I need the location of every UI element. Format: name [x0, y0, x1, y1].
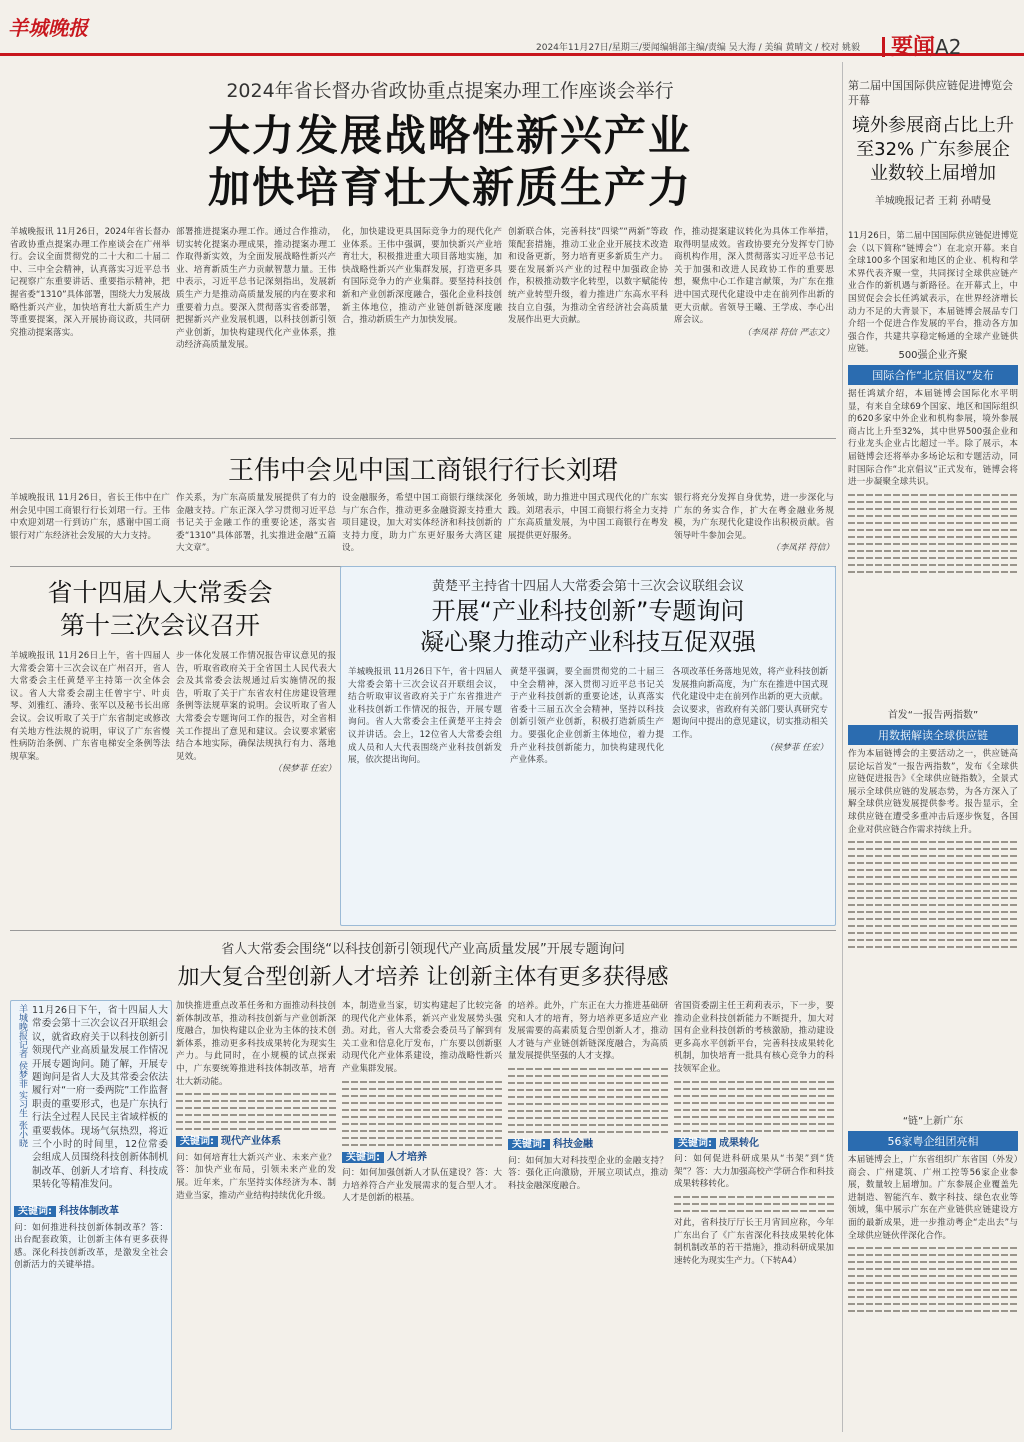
- story5-col-3: [342, 1000, 502, 1430]
- text-line: [342, 1130, 502, 1132]
- dateline: 2024年11月27日/星期三/要闻编辑部主编/责编 吴大海 / 美编 黄晴文 / 校对 姚毅: [536, 43, 860, 53]
- text-line: [674, 1116, 834, 1118]
- text-line: [342, 1081, 502, 1083]
- keyword-tag: 关键词:: [342, 1152, 384, 1163]
- sidebar-body-4-text: 本届链博会上，广东省组织广东省国（外发）商会、广州建筑、广州工控等56家企业参展，数量较上届增加。广东参展企业覆盖先进制造、智能汽车、数字科技、绿色农业等领域，集中展示广东在产业链供应链建设方面的最新成果，进一步推动粤企“走出去”与全球供应链伙伴深化合作。: [848, 1155, 1018, 1241]
- main-body-4: 创新联合体，完善科技“四梁”“两新”等政策配套措施，推动工业企业开展技术改造和设备更新，努力培育更多新质生产力。要在发展新兴产业的过程中加强政企协作，积极推动数字化转型，以数字赋能传统产业转型升级，着力推进广东高水平科技自立自强，为推动全省经济社会高质量发展作出更大贡献。: [508, 227, 668, 326]
- story3-headline-line2: 第十三次会议召开: [59, 611, 260, 640]
- text-line: [508, 1131, 668, 1133]
- text-line: [848, 932, 1018, 934]
- keyword-label: 科技体制改革: [59, 1206, 119, 1217]
- text-line: [848, 862, 1018, 864]
- text-line: [848, 925, 1018, 927]
- text-line: [342, 1116, 502, 1118]
- story4-sign: （侯梦菲 任宏）: [765, 742, 828, 753]
- story4-body-3: 各项改革任务落地见效，将产业科技创新发展推向新高度，为广东在推进中国式现代化建设中走在前列作出新的更大贡献。会议要求，省政府有关部门要认真研究专题询问中提出的意见建议，切实推动相关工作。: [672, 667, 828, 740]
- text-line: [848, 918, 1018, 920]
- story2-col-4: [508, 492, 668, 558]
- text-line: [508, 1082, 668, 1084]
- sidebar-top: [848, 78, 1018, 207]
- keyword-tag: 关键词:: [674, 1138, 716, 1149]
- story5-lead-text: 11月26日下午，省十四届人大常委会第十三次会议召开联组会议，就省政府关于以科技创新引领现代产业高质量发展工作情况开展专题询问。随了解，开展专题询问是省人大及其常委会依法履行对“一府一委两院”工作监督职责的重要形式，也是广东执行行法全过程人民民主省域样板的重要载体。现场气氛热烈，将近三个小时的时间里，12位常委会组成人员围绕科技创新体制机制改革、创新人才培育、科技成果转化等精准发问。: [32, 1005, 168, 1191]
- sidebar-body-4: [848, 1154, 1018, 1434]
- story5-headline: 加大复合型创新人才培养 让创新主体有更多获得感: [177, 965, 669, 990]
- text-line: [674, 1203, 834, 1205]
- text-line: [848, 1254, 1018, 1256]
- story3-headline: [10, 576, 310, 642]
- text-line: [674, 1210, 834, 1212]
- story3-headline-line1: 省十四届人大常委会: [47, 578, 273, 607]
- story5-body-5: 省国资委副主任王莉莉表示，下一步，要推动企业科技创新能力不断提升，加大对国有企业科技创新的考核激励，推动建设更多高水平创新平台，完善科技成果转化机制，加快培育一批具有核心竞争力的科技领军企业。: [674, 1001, 834, 1074]
- main-col-5: [674, 226, 834, 426]
- keyword-heading: [342, 1152, 502, 1165]
- section-name: 要闻: [891, 35, 936, 60]
- story2-body-1: 羊城晚报讯 11月26日，省长王伟中在广州会见中国工商银行行长刘珺一行。王伟中欢迎刘珺一行到访广东，感谢中国工商银行对广东经济社会发展的大力支持。: [10, 493, 170, 541]
- story3-col-2: [176, 650, 336, 920]
- text-line: [848, 1261, 1018, 1263]
- text-line: [342, 1102, 502, 1104]
- text-line: [848, 876, 1018, 878]
- story3-body-1: 羊城晚报讯 11月26日上午，省十四届人大常委会第十三次会议在广州召开，省人大常委会主任黄楚平主持第一次全体会议。省人大常委会副主任曾宇宁、叶贞琴、刘雅红、潘玲、张军以及秘书长出席会议。会议听取了关于广东省制定或修改有关地方性法规的说明，审议了广东省慢性病防治条例、广东省电梯安全条例等法规草案。: [10, 651, 170, 762]
- sidebar-body-3: [848, 748, 1018, 1108]
- keyword-label: 成果转化: [719, 1137, 759, 1149]
- main-col-1: [10, 226, 170, 426]
- text-line: [508, 1075, 668, 1077]
- sidebar-sub-2-title: 首发“一报告两指数”: [887, 710, 979, 721]
- text-line: [848, 536, 1018, 538]
- sidebar-divider: [842, 62, 843, 1432]
- main-col-4: [508, 226, 668, 426]
- text-line: [848, 550, 1018, 552]
- story2-col-1: [10, 492, 170, 558]
- keyword-heading: [508, 1139, 668, 1152]
- sidebar-body-1: [848, 230, 1018, 355]
- sidebar-byline: 羊城晚报记者 王莉 孙晴曼: [874, 196, 992, 207]
- section-label: [882, 30, 961, 61]
- story4-headline-line1: 开展“产业科技创新”专题询问: [431, 597, 745, 625]
- text-line: [508, 1096, 668, 1098]
- text-line: [848, 848, 1018, 850]
- keyword-heading: [176, 1136, 336, 1149]
- text-line: [848, 1268, 1018, 1270]
- story4-col-1: [348, 666, 502, 916]
- sidebar-band-2: 用数据解读全球供应链: [848, 725, 1018, 745]
- story5-kw5-body: 问：如何促进科研成果从“书架”到“货架”？答：大力加强高校产学研合作和科技成果转移转化。: [674, 1154, 834, 1190]
- sidebar-band-1: 国际合作“北京倡议”发布: [848, 365, 1018, 385]
- text-line: [848, 494, 1018, 496]
- story5-col-5: [674, 1000, 834, 1430]
- main-body-5: 作，推动提案建议转化为具体工作举措，取得明显成效。省政协要充分发挥专门协商机构作用，深入贯彻落实习近平总书记关于加强和改进人民政协工作的重要思想，聚焦中心工作建言献策，为广东在推进中国式现代化建设中走在前列作出新的更大贡献。省领导王曦、王学成、李心出席会议。: [674, 227, 834, 326]
- story5-kw2-body: 问：如何培育壮大新兴产业、未来产业？答：加快产业布局，引领未来产业的发展。近年来，广东坚持实体经济为本、制造业当家，推动产业结构持续优化升级。: [176, 1152, 336, 1201]
- text-line: [508, 1110, 668, 1112]
- text-line: [848, 522, 1018, 524]
- keyword-label: 科技金融: [553, 1138, 593, 1150]
- text-line: [342, 1095, 502, 1097]
- story5-lead: [32, 1004, 168, 1190]
- text-line: [848, 869, 1018, 871]
- text-line: [342, 1109, 502, 1111]
- text-line: [848, 1296, 1018, 1298]
- text-line: [848, 1289, 1018, 1291]
- story4-col-2: [510, 666, 664, 916]
- text-line: [848, 529, 1018, 531]
- story4-body-2: 黄楚平强调，要全面贯彻党的二十届三中全会精神，深入贯彻习近平总书记关于产业科技创新的重要论述，认真落实省委十三届五次全会精神，坚持以科技创新引领产业创新，积极打造新质生产力。要强化企业创新主体地位，着力提升产业科技创新能力，加快构建现代化产业体系。: [510, 667, 664, 766]
- keyword-heading: [14, 1206, 168, 1219]
- story5-body-2: 加快推进重点改革任务和方面推动科技创新体制改革，推动科技创新与产业创新深度融合，加快构建以企业为主体的技术创新体系，推动更多科技成果转化为现实生产力。与此同时，在小规模的试点探索中，广东要统筹推进科技体制改革，培育壮大新动能。: [176, 1001, 336, 1087]
- main-headline-line1: 大力发展战略性新兴产业: [207, 111, 692, 160]
- masthead: [0, 0, 1024, 60]
- sidebar-sub-3-title: “链”上新广东: [902, 1116, 964, 1127]
- story2-col-5: [674, 492, 834, 558]
- text-line: [848, 571, 1018, 573]
- main-kicker: 2024年省长督办省政协重点提案办理工作座谈会举行: [226, 80, 674, 102]
- story5-col-2: [176, 1000, 336, 1430]
- text-line: [848, 1247, 1018, 1249]
- text-line: [176, 1107, 336, 1109]
- main-col-2: [176, 226, 336, 426]
- text-line: [176, 1128, 336, 1130]
- text-line: [674, 1081, 834, 1083]
- text-line: [848, 557, 1018, 559]
- text-line: [674, 1102, 834, 1104]
- story5-col-1: [14, 1200, 168, 1426]
- text-line: [674, 1130, 834, 1132]
- text-line: [342, 1088, 502, 1090]
- text-line: [342, 1144, 502, 1146]
- text-line: [848, 946, 1018, 948]
- text-line: [848, 883, 1018, 885]
- main-col-3: [342, 226, 502, 426]
- story5-col-4: [508, 1000, 668, 1430]
- story5-body-5-tail: 对此，省科技厅厅长王月宵回应称，今年广东出台了《广东省深化科技成果转化体制机制改革的若干措施》，推动科研成果加速转化为现实生产力。（下转A4）: [674, 1217, 834, 1266]
- main-lead: 羊城晚报讯 11月26日，2024年省长督办省政协重点提案办理工作座谈会在广州举行。会议全面贯彻党的二十大和二十届二中、三中全会精神，认真落实习近平总书记视察广东重要讲话、重要指示精神，把握省委“1310”具体部署，围绕大力发展战略性新兴产业，加快培育壮大新质生产力等重要提案，深入开展协商议政，共同研究推动提案落实。: [10, 227, 170, 338]
- sidebar-sub-2: [848, 706, 1018, 749]
- story3-sign: （侯梦菲 任宏）: [273, 764, 336, 775]
- main-body-2: 部署推进提案办理工作。通过合作推动，切实转化提案办理成果，推动提案办理工作取得新实效，为全面发展战略性新兴产业、培育新质生产力贡献智慧力量。王伟中表示，习近平总书记深刻指出，发展新质生产力是推动高质量发展的内在要求和重要着力点。要深入贯彻落实省委部署，把握新兴产业发展机遇，以科技创新引领产业创新，加快构建现代化产业体系，推动经济高质量发展。: [176, 227, 336, 351]
- section-divider: [882, 37, 885, 57]
- text-line: [508, 1124, 668, 1126]
- story5-body-3: 本，制造业当家，切实构建起了比较完备的现代化产业体系，新兴产业发展势头强劲。对此，省人大常委会委员马了解到有关工业和信息化厅发布，广东要以创新驱动现代化产业体系建设，推动战略性新兴产业集群发展。: [342, 1001, 502, 1074]
- text-line: [674, 1196, 834, 1198]
- text-line: [848, 904, 1018, 906]
- keyword-tag: 关键词:: [508, 1139, 550, 1150]
- keyword-heading: [674, 1138, 834, 1151]
- text-line: [848, 543, 1018, 545]
- keyword-label: 人才培养: [387, 1151, 427, 1163]
- story2-body-3: 设金融服务，希望中国工商银行继续深化与广东合作，推动更多金融资源支持重大项目建设，加大对实体经济和科技创新的支持力度，助力广东更好服务大湾区建设。: [342, 493, 502, 554]
- text-line: [508, 1068, 668, 1070]
- sidebar-body-1-text: 11月26日，第二届中国国际供应链促进博览会（以下简称“链博会”）在北京开幕。来自全球100多个国家和地区的企业、机构和学术界代表齐聚一堂，共同探讨全球供应链产业合作的新机遇与新路径。在开幕式上，中国贸促会会长任鸿斌表示，在世界经济增长动力不足的大背景下，本届链博会展品专门介绍一个促进合作发展的平台，推动各方加强合作，共建共享稳定畅通的全球产业链供应链。: [848, 231, 1018, 355]
- story2-body-2: 作关系，为广东高质量发展提供了有力的金融支持。广东正深入学习贯彻习近平总书记关于金融工作的重要论述，落实省委“1310”具体部署，扎实推进金融“五篇大文章”。: [176, 493, 336, 554]
- text-line: [848, 508, 1018, 510]
- sidebar-body-2: [848, 388, 1018, 702]
- story5-kicker: 省人大常委会围绕“以科技创新引领现代产业高质量发展”开展专题询问: [221, 942, 625, 957]
- sidebar-kicker: 第二届中国国际供应链促进博览会开幕: [848, 79, 1013, 107]
- text-line: [848, 841, 1018, 843]
- text-line: [674, 1109, 834, 1111]
- story2-col-3: [342, 492, 502, 558]
- story2-sign: （李凤祥 符信）: [771, 543, 834, 554]
- story4-col-3: [672, 666, 828, 916]
- story4-body-1: 羊城晚报讯 11月26日下午，省十四届人大常委会第十三次会议召开联组会议，结合听取审议省政府关于广东省推进产业科技创新工作情况的报告，开展专题询问。省人大常委会主任黄楚平主持会议并讲话。会上，12位省人大常委会组成人员和人大代表围绕产业科技创新发展，依次提出询问。: [348, 667, 502, 766]
- story5-kw3-body: 问：如何加强创新人才队伍建设？答：大力培养符合产业发展需求的复合型人才。人才是创新的根基。: [342, 1168, 502, 1204]
- sidebar-band-3: 56家粤企组团亮相: [848, 1131, 1018, 1151]
- sidebar-body-3-text: 作为本届链博会的主要活动之一，供应链高层论坛首发“一报告两指数”，发布《全球供应链促进报告》《全球供应链指数》，全景式展示全球供应链的发展态势，为各方深入了解全球供应链发展提供参考。报告显示，全球供应链在遭受多重冲击后逐步恢复，各国企业对供应链合作需求持续上升。: [848, 749, 1018, 835]
- text-line: [848, 501, 1018, 503]
- keyword-tag: 关键词:: [176, 1136, 218, 1147]
- text-line: [848, 1275, 1018, 1277]
- text-line: [848, 911, 1018, 913]
- text-line: [674, 1095, 834, 1097]
- page-number: A2: [935, 35, 962, 59]
- text-line: [176, 1121, 336, 1123]
- text-line: [848, 890, 1018, 892]
- text-line: [342, 1137, 502, 1139]
- text-line: [342, 1123, 502, 1125]
- keyword-label: 现代产业体系: [221, 1136, 281, 1148]
- story4-headline-line2: 凝心聚力推动产业科技互促双强: [420, 628, 756, 656]
- text-line: [176, 1100, 336, 1102]
- text-line: [508, 1089, 668, 1091]
- main-headline-line2: 加快培育壮大新质生产力: [207, 163, 692, 212]
- story2-body-5: 银行将充分发挥自身优势，进一步深化与广东的务实合作，扩大在粤金融业务规模，为广东现代化建设作出积极贡献。省领导叶牛参加会见。: [674, 493, 834, 541]
- story5-reporters: 羊城晚报记者 侯梦菲 实习生 张小晓: [17, 1004, 27, 1148]
- sidebar-sub-1: [848, 346, 1018, 389]
- text-line: [848, 1310, 1018, 1312]
- story2-col-2: [176, 492, 336, 558]
- story3-col-1: [10, 650, 170, 920]
- text-line: [848, 939, 1018, 941]
- text-line: [848, 1282, 1018, 1284]
- text-line: [848, 515, 1018, 517]
- story3-body-2: 步一体化发展工作情况报告审议意见的报告，听取省政府关于全省国土人民代表大会及其常委会法规通过后实施情况的报告，听取了关于广东省农村住房建设管理条例等法规草案的说明。会议听取了省人大常委会专题询问工作的报告，对全省相关工作提出了意见和建议。会议要求紧密结合本地实际，确保法规执行有力、落地见效。: [176, 651, 336, 762]
- sidebar-sub-1-title: 500强企业齐聚: [898, 350, 968, 361]
- main-headline: [40, 110, 860, 214]
- divider: [10, 438, 836, 439]
- text-line: [508, 1117, 668, 1119]
- text-line: [848, 897, 1018, 899]
- text-line: [848, 855, 1018, 857]
- story2-body-4: 务领域，助力推进中国式现代化的广东实践。刘珺表示，中国工商银行将全力支持广东高质量发展，为中国工商银行在粤发展提供更好服务。: [508, 493, 668, 541]
- text-line: [508, 1103, 668, 1105]
- story4-headline: [340, 596, 836, 658]
- sidebar-headline: 境外参展商占比上升至32% 广东参展企业数较上届增加: [852, 115, 1014, 184]
- story4-kicker: 黄楚平主持省十四届人大常委会第十三次会议联组会议: [431, 579, 744, 594]
- main-body-3: 化，加快建设更具国际竞争力的现代化产业体系。王伟中强调，要加快新兴产业培育壮大，积极推进重大项目落地实施，加快战略性新兴产业集群发展，打造更多具有国际竞争力的产业集群。要坚持科技创新和产业创新深度融合，强化企业科技创新主体地位，推动产业链创新链深度融合，推动新质生产力加快发展。: [342, 227, 502, 326]
- sidebar-body-2-text: 据任鸿斌介绍，本届链博会国际化水平明显，有来自全球69个国家、地区和国际组织的620多家中外企业和机构参展，境外参展商占比上升至32%，其中世界500强企业和行业龙头企业占比超过一半。除了展示，本届链博会还将举办多场论坛和专题活动，同时国际合作“北京倡议”正式发布，链博会将进一步凝聚全球共识。: [848, 389, 1018, 488]
- story5-kw4-body: 问：如何加大对科技型企业的金融支持？答：强化正向激励，开展立项试点，推动科技金融深度融合。: [508, 1155, 668, 1191]
- text-line: [848, 1303, 1018, 1305]
- text-line: [674, 1088, 834, 1090]
- story2-headline: 王伟中会见中国工商银行行长刘珺: [227, 456, 618, 486]
- text-line: [176, 1093, 336, 1095]
- newspaper-logo: 羊城晚报: [8, 16, 88, 40]
- story5-kw1-body: 问：如何推进科技创新体制改革？答：出台配套政策，让创新主体有更多获得感。深化科技创新改革，是激发全社会创新活力的关键举措。: [14, 1222, 168, 1271]
- main-sign: （李凤祥 符信 严志文）: [742, 327, 834, 338]
- text-line: [176, 1114, 336, 1116]
- divider: [10, 930, 836, 931]
- text-line: [674, 1123, 834, 1125]
- keyword-tag: 关键词:: [14, 1206, 56, 1217]
- text-line: [848, 564, 1018, 566]
- sidebar-sub-3: [848, 1112, 1018, 1155]
- story5-body-4: 的培养。此外，广东正在大力推进基础研究和人才的培育，努力培养更多适应产业发展需要的高素质复合型创新人才，推动人才链与产业链创新链深度融合，为高质量发展提供坚强的人才支撑。: [508, 1001, 668, 1062]
